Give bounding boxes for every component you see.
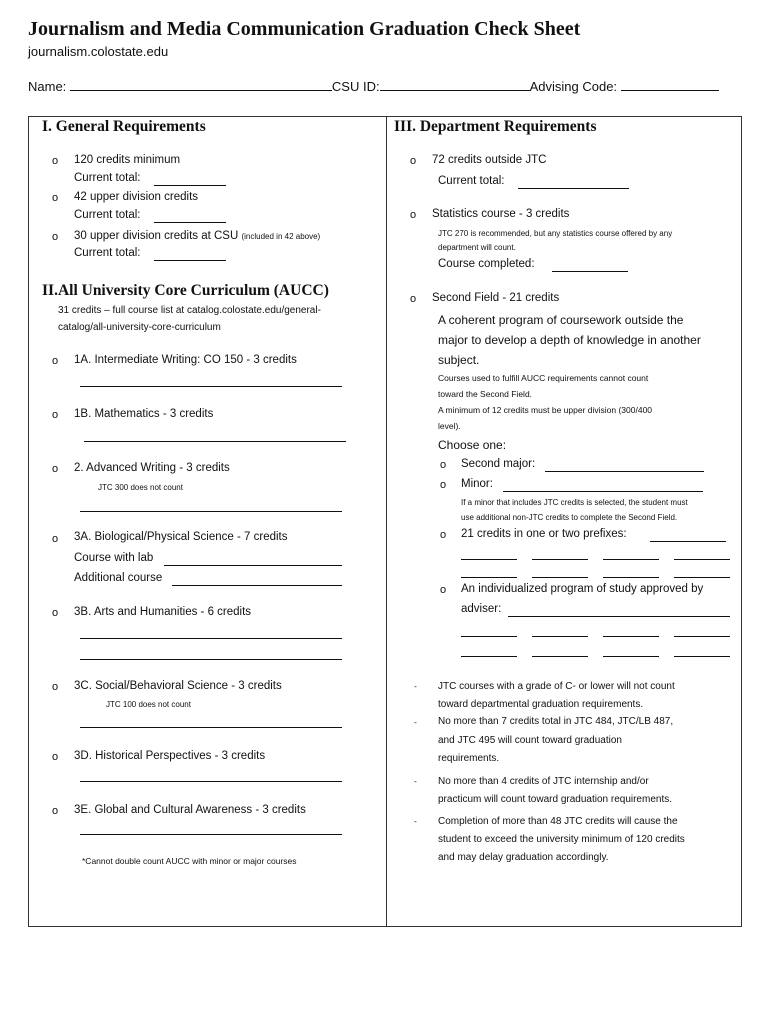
aucc-footnote: *Cannot double count AUCC with minor or major courses bbox=[82, 856, 297, 866]
bullet: o bbox=[52, 192, 59, 204]
advising-code-field[interactable] bbox=[621, 78, 719, 91]
current-total-field[interactable] bbox=[154, 260, 226, 261]
advising-code-label: Advising Code: bbox=[529, 79, 618, 94]
bullet: o bbox=[440, 459, 447, 471]
bullet: o bbox=[52, 155, 59, 167]
bullet: o bbox=[52, 751, 59, 763]
course-blank[interactable] bbox=[603, 636, 659, 637]
minor-note-2: use additional non-JTC credits to complete the Second Field. bbox=[461, 513, 678, 522]
aucc-3a-lab-field[interactable] bbox=[164, 565, 342, 566]
bullet: o bbox=[410, 293, 417, 305]
dept-72-credits: 72 credits outside JTC bbox=[432, 154, 547, 166]
aucc-intro-line2: catalog/all-university-core-curriculum bbox=[58, 322, 221, 333]
csu-id-label: CSU ID: bbox=[331, 79, 380, 94]
course-blank[interactable] bbox=[603, 577, 659, 578]
bullet: o bbox=[52, 533, 59, 545]
minor-field[interactable] bbox=[503, 491, 703, 492]
aucc-3a-additional-field[interactable] bbox=[172, 585, 342, 586]
course-blank[interactable] bbox=[532, 559, 588, 560]
current-total-field[interactable] bbox=[518, 188, 629, 189]
course-blank[interactable] bbox=[674, 636, 730, 637]
student-info-line bbox=[28, 78, 719, 94]
choose-one-label: Choose one: bbox=[438, 438, 507, 452]
column-divider bbox=[386, 116, 387, 927]
note-1-line-1: JTC courses with a grade of C- or lower will not count bbox=[438, 681, 675, 692]
bullet: o bbox=[440, 529, 447, 541]
aucc-3a-additional-label: Additional course bbox=[74, 572, 163, 584]
aucc-3d: 3D. Historical Perspectives - 3 credits bbox=[74, 750, 266, 762]
course-blank[interactable] bbox=[674, 577, 730, 578]
course-completed-field[interactable] bbox=[552, 271, 628, 272]
aucc-3b: 3B. Arts and Humanities - 6 credits bbox=[74, 606, 252, 618]
bullet: o bbox=[52, 355, 59, 367]
second-field-note-4: level). bbox=[438, 421, 461, 431]
dash: - bbox=[414, 776, 417, 786]
aucc-1b-field[interactable] bbox=[84, 441, 346, 442]
bullet: o bbox=[52, 409, 59, 421]
course-blank[interactable] bbox=[461, 559, 517, 560]
department-requirements-heading: III. Department Requirements bbox=[394, 118, 597, 135]
second-major-field[interactable] bbox=[545, 471, 704, 472]
general-item-30-text: 30 upper division credits at CSU bbox=[74, 230, 239, 242]
current-total-field[interactable] bbox=[154, 185, 226, 186]
note-4-line-3: and may delay graduation accordingly. bbox=[438, 852, 609, 863]
aucc-3a: 3A. Biological/Physical Science - 7 credits bbox=[74, 531, 288, 543]
aucc-intro-line1: 31 credits – full course list at catalog.colostate.edu/general- bbox=[58, 305, 321, 316]
second-field-desc-2: major to develop a depth of knowledge in another bbox=[438, 333, 701, 347]
course-blank[interactable] bbox=[674, 656, 730, 657]
note-2-line-1: No more than 7 credits total in JTC 484, JTC/LB 487, bbox=[438, 716, 674, 727]
website-url: journalism.colostate.edu bbox=[28, 44, 169, 59]
option-second-major-label: Second major: bbox=[461, 458, 536, 470]
aucc-3e-field[interactable] bbox=[80, 834, 342, 835]
dash: - bbox=[414, 681, 417, 691]
aucc-2: 2. Advanced Writing - 3 credits bbox=[74, 462, 230, 474]
course-blank[interactable] bbox=[461, 636, 517, 637]
general-item-42: 42 upper division credits bbox=[74, 191, 199, 203]
minor-note-1: If a minor that includes JTC credits is selected, the student must bbox=[461, 498, 688, 507]
current-total-label: Current total: bbox=[74, 247, 141, 259]
dept-statistics: Statistics course - 3 credits bbox=[432, 208, 570, 220]
csu-id-field[interactable] bbox=[380, 78, 530, 91]
second-field-note-1: Courses used to fulfill AUCC requirements cannot count bbox=[438, 373, 649, 383]
bullet: o bbox=[52, 805, 59, 817]
aucc-3e: 3E. Global and Cultural Awareness - 3 credits bbox=[74, 804, 306, 816]
course-blank[interactable] bbox=[461, 656, 517, 657]
page-title: Journalism and Media Communication Graduation Check Sheet bbox=[28, 18, 581, 40]
aucc-3c: 3C. Social/Behavioral Science - 3 credits bbox=[74, 680, 282, 692]
prefixes-field[interactable] bbox=[650, 541, 726, 542]
bullet: o bbox=[52, 231, 59, 243]
general-requirements-heading: I. General Requirements bbox=[42, 118, 206, 135]
aucc-2-note: JTC 300 does not count bbox=[98, 483, 183, 492]
second-field-desc-3: subject. bbox=[438, 353, 480, 367]
course-blank[interactable] bbox=[603, 559, 659, 560]
note-4-line-1: Completion of more than 48 JTC credits will cause the bbox=[438, 816, 678, 827]
current-total-field[interactable] bbox=[154, 222, 226, 223]
current-total-label: Current total: bbox=[74, 209, 141, 221]
note-2-line-3: requirements. bbox=[438, 753, 500, 764]
dash: - bbox=[414, 717, 417, 727]
second-field-note-3: A minimum of 12 credits must be upper division (300/400 bbox=[438, 405, 653, 415]
course-blank[interactable] bbox=[461, 577, 517, 578]
course-blank[interactable] bbox=[532, 577, 588, 578]
name-field[interactable] bbox=[70, 78, 332, 91]
second-field-desc-1: A coherent program of coursework outside the bbox=[438, 313, 684, 327]
aucc-heading: II.All University Core Curriculum (AUCC) bbox=[42, 282, 329, 299]
aucc-1a-field[interactable] bbox=[80, 386, 342, 387]
current-total-label: Current total: bbox=[438, 175, 505, 187]
current-total-label: Current total: bbox=[74, 172, 141, 184]
note-3-line-1: No more than 4 credits of JTC internship and/or bbox=[438, 776, 649, 787]
bullet: o bbox=[410, 155, 417, 167]
course-blank[interactable] bbox=[532, 636, 588, 637]
option-minor-label: Minor: bbox=[461, 478, 493, 490]
aucc-2-field[interactable] bbox=[80, 511, 342, 512]
bullet: o bbox=[52, 681, 59, 693]
aucc-3b-field-1[interactable] bbox=[80, 638, 342, 639]
aucc-3c-field[interactable] bbox=[80, 727, 342, 728]
course-completed-label: Course completed: bbox=[438, 258, 535, 270]
note-3-line-2: practicum will count toward graduation requirements. bbox=[438, 794, 672, 805]
bullet: o bbox=[52, 463, 59, 475]
dept-statistics-note-2: department will count. bbox=[438, 243, 516, 252]
course-blank[interactable] bbox=[603, 656, 659, 657]
adviser-label: adviser: bbox=[461, 603, 502, 615]
bullet: o bbox=[440, 584, 447, 596]
general-item-120: 120 credits minimum bbox=[74, 154, 181, 166]
bullet: o bbox=[410, 209, 417, 221]
general-item-30-note: (included in 42 above) bbox=[241, 232, 321, 241]
aucc-3a-lab-label: Course with lab bbox=[74, 552, 154, 564]
second-field-note-2: toward the Second Field. bbox=[438, 389, 533, 399]
adviser-field[interactable] bbox=[508, 616, 730, 617]
bullet: o bbox=[52, 607, 59, 619]
general-item-30 bbox=[74, 230, 320, 242]
dept-statistics-note-1: JTC 270 is recommended, but any statistics course offered by any bbox=[438, 229, 673, 238]
name-label: Name: bbox=[28, 79, 67, 94]
course-blank[interactable] bbox=[674, 559, 730, 560]
course-blank[interactable] bbox=[532, 656, 588, 657]
aucc-3c-note: JTC 100 does not count bbox=[106, 700, 191, 709]
note-1-line-2: toward departmental graduation requirements. bbox=[438, 699, 644, 710]
dept-second-field: Second Field - 21 credits bbox=[432, 292, 560, 304]
bullet: o bbox=[440, 479, 447, 491]
option-21-credits-label: 21 credits in one or two prefixes: bbox=[461, 528, 627, 540]
option-individualized-label: An individualized program of study approved by bbox=[461, 583, 704, 595]
aucc-1a: 1A. Intermediate Writing: CO 150 - 3 credits bbox=[74, 354, 297, 366]
dash: - bbox=[414, 816, 417, 826]
aucc-3b-field-2[interactable] bbox=[80, 659, 342, 660]
note-2-line-2: and JTC 495 will count toward graduation bbox=[438, 735, 622, 746]
aucc-1b: 1B. Mathematics - 3 credits bbox=[74, 408, 214, 420]
aucc-3d-field[interactable] bbox=[80, 781, 342, 782]
note-4-line-2: student to exceed the university minimum of 120 credits bbox=[438, 834, 685, 845]
